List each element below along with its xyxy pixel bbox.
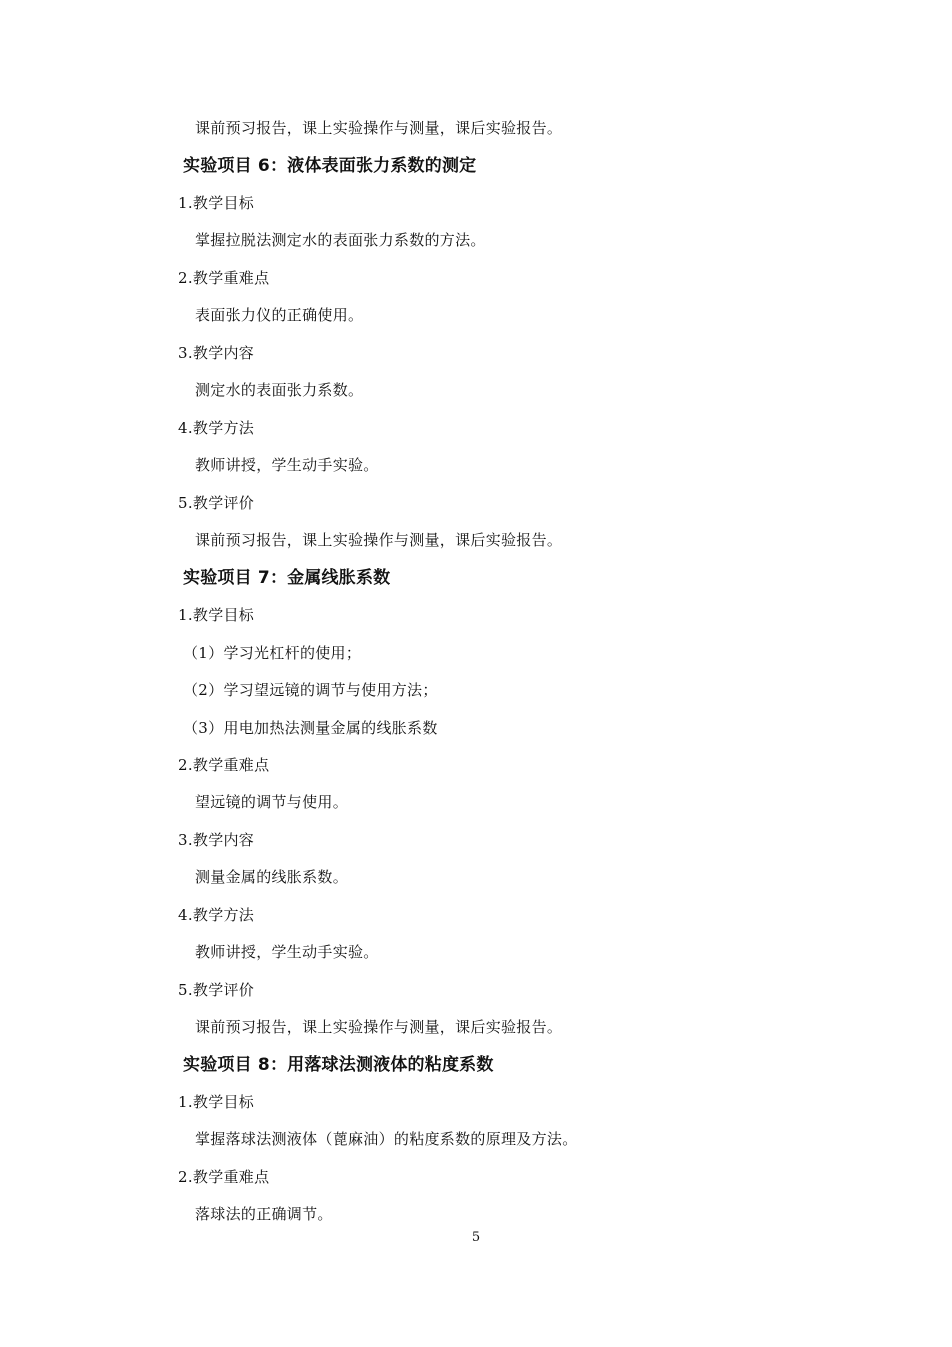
item-key-difficulties: 2.教学重难点 xyxy=(178,756,270,774)
paragraph-content-text: 测量金属的线胀系数。 xyxy=(195,868,349,886)
item-key-difficulties: 2.教学重难点 xyxy=(178,269,270,287)
paragraph-evaluation-text: 课前预习报告，课上实验操作与测量，课后实验报告。 xyxy=(195,531,563,549)
paragraph-difficulty-text: 望远镜的调节与使用。 xyxy=(195,793,349,811)
paragraph-goal-text: 掌握落球法测液体（蓖麻油）的粘度系数的原理及方法。 xyxy=(195,1130,578,1148)
item-teaching-method: 4.教学方法 xyxy=(178,419,255,437)
item-teaching-goal: 1.教学目标 xyxy=(178,606,255,624)
item-key-difficulties: 2.教学重难点 xyxy=(178,1168,270,1186)
item-teaching-method: 4.教学方法 xyxy=(178,906,255,924)
paragraph-difficulty-text: 落球法的正确调节。 xyxy=(195,1205,333,1223)
item-teaching-content: 3.教学内容 xyxy=(178,344,255,362)
paragraph-difficulty-text: 表面张力仪的正确使用。 xyxy=(195,306,364,324)
item-teaching-content: 3.教学内容 xyxy=(178,831,255,849)
sub-item-goal-3: （3）用电加热法测量金属的线胀系数 xyxy=(183,719,438,737)
section-heading-experiment-8: 实验项目 8：用落球法测液体的粘度系数 xyxy=(183,1055,494,1075)
section-heading-experiment-7: 实验项目 7：金属线胀系数 xyxy=(183,568,391,588)
item-teaching-evaluation: 5.教学评价 xyxy=(178,981,255,999)
paragraph-method-text: 教师讲授，学生动手实验。 xyxy=(195,943,379,961)
item-teaching-goal: 1.教学目标 xyxy=(178,1093,255,1111)
page-number: 5 xyxy=(471,1230,481,1245)
paragraph-goal-text: 掌握拉脱法测定水的表面张力系数的方法。 xyxy=(195,231,486,249)
sub-item-goal-2: （2）学习望远镜的调节与使用方法； xyxy=(183,681,438,699)
item-teaching-goal: 1.教学目标 xyxy=(178,194,255,212)
paragraph-method-text: 教师讲授，学生动手实验。 xyxy=(195,456,379,474)
section-heading-experiment-6: 实验项目 6：液体表面张力系数的测定 xyxy=(183,156,477,176)
paragraph-evaluation-text: 课前预习报告，课上实验操作与测量，课后实验报告。 xyxy=(195,1018,563,1036)
item-teaching-evaluation: 5.教学评价 xyxy=(178,494,255,512)
sub-item-goal-1: （1）学习光杠杆的使用； xyxy=(183,644,362,662)
paragraph-evaluation-text: 课前预习报告，课上实验操作与测量，课后实验报告。 xyxy=(195,119,563,137)
paragraph-content-text: 测定水的表面张力系数。 xyxy=(195,381,364,399)
